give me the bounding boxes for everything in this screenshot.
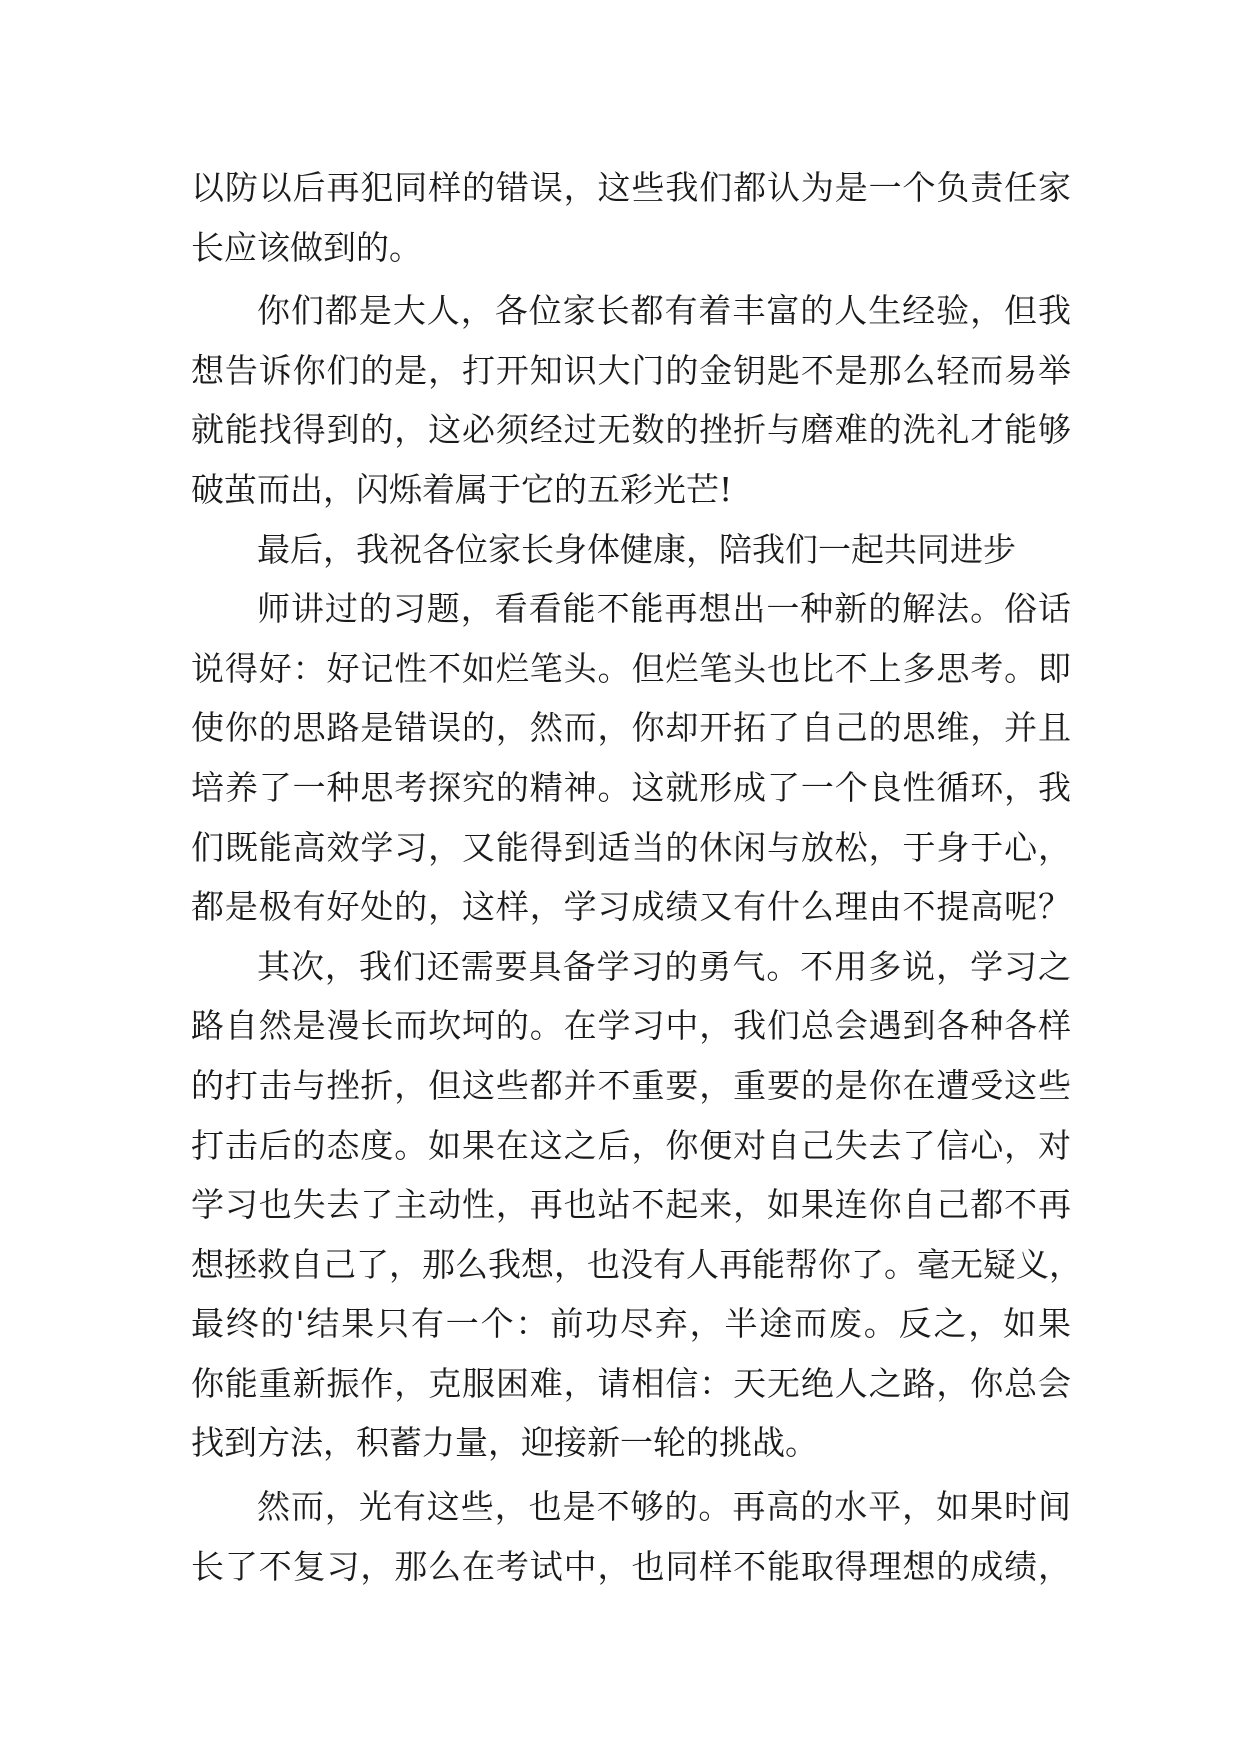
text-line: 使你的思路是错误的，然而，你却开拓了自己的思维，并且 xyxy=(191,708,1071,748)
text-line: 培养了一种思考探究的精神。这就形成了一个良性循环，我 xyxy=(191,767,1071,807)
text-line: 破茧而出，闪烁着属于它的五彩光芒! xyxy=(191,469,733,509)
text-line: 然而，光有这些，也是不够的。再高的水平，如果时间 xyxy=(257,1487,1071,1527)
text-line: 长应该做到的。 xyxy=(191,227,422,267)
text-line: 师讲过的习题，看看能不能再想出一种新的解法。俗话 xyxy=(257,589,1071,629)
text-line: 最终的'结果只有一个：前功尽弃，半途而废。反之，如果 xyxy=(191,1304,1071,1344)
text-line: 说得好：好记性不如烂笔头。但烂笔头也比不上多思考。即 xyxy=(191,648,1071,688)
text-line: 其次，我们还需要具备学习的勇气。不用多说，学习之 xyxy=(257,946,1071,986)
text-line: 长了不复习，那么在考试中，也同样不能取得理想的成绩， xyxy=(191,1546,1071,1586)
text-line: 你们都是大人，各位家长都有着丰富的人生经验，但我 xyxy=(257,291,1071,331)
text-line: 以防以后再犯同样的错误，这些我们都认为是一个负责任家 xyxy=(191,168,1071,207)
text-line: 的打击与挫折，但这些都并不重要，重要的是你在遭受这些 xyxy=(191,1065,1071,1105)
text-line: 你能重新振作，克服困难，请相信：天无绝人之路，你总会 xyxy=(191,1363,1071,1403)
text-line: 就能找得到的，这必须经过无数的挫折与磨难的洗礼才能够 xyxy=(191,410,1071,450)
text-line: 路自然是漫长而坎坷的。在学习中，我们总会遇到各种各样 xyxy=(191,1006,1071,1046)
text-line: 想告诉你们的是，打开知识大门的金钥匙不是那么轻而易举 xyxy=(191,350,1071,390)
text-line: 最后，我祝各位家长身体健康，陪我们一起共同进步 xyxy=(257,529,1016,569)
text-line: 都是极有好处的，这样，学习成绩又有什么理由不提高呢？ xyxy=(191,887,1071,927)
text-line: 学习也失去了主动性，再也站不起来，如果连你自己都不再 xyxy=(191,1185,1071,1225)
text-line: 打击后的态度。如果在这之后，你便对自己失去了信心，对 xyxy=(191,1125,1071,1165)
body-text xyxy=(191,158,1082,1596)
text-line: 们既能高效学习，又能得到适当的休闲与放松，于身于心， xyxy=(191,827,1071,867)
text-line: 找到方法，积蓄力量，迎接新一轮的挑战。 xyxy=(191,1423,818,1463)
text-line: 想拯救自己了，那么我想，也没有人再能帮你了。毫无疑义， xyxy=(191,1244,1082,1284)
